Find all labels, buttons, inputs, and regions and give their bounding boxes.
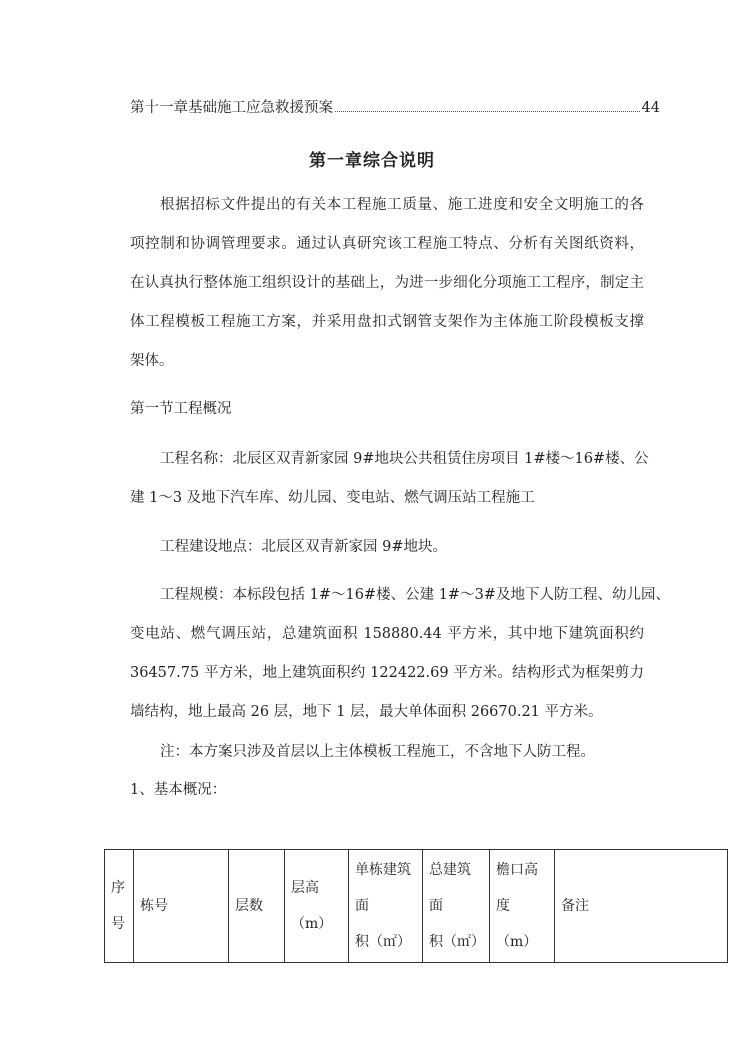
header-text: 栋号 <box>140 898 168 914</box>
header-text: 积（㎡） <box>429 934 485 950</box>
header-text: 层数 <box>235 898 263 914</box>
header-text: 檐口高度 <box>496 862 538 914</box>
header-text: （m） <box>496 934 538 950</box>
section-heading: 第一节工程概况 <box>130 401 232 417</box>
header-text: 积（㎡） <box>355 934 411 950</box>
toc-leader-dots <box>335 97 640 112</box>
header-text: 号 <box>111 916 125 932</box>
header-text: 单栋建筑面 <box>355 862 411 914</box>
header-text: 层高（m） <box>291 880 333 932</box>
intro-line: 在认真执行整体施工组织设计的基础上，为进一步细化分项施工工程序，制定主 <box>130 275 644 291</box>
header-cell <box>229 850 285 963</box>
table-header-row <box>105 850 728 963</box>
header-cell <box>285 850 349 963</box>
header-text: 总建筑面 <box>429 862 471 914</box>
intro-line: 根据招标文件提出的有关本工程施工质量、施工进度和安全文明施工的各 <box>160 197 644 213</box>
subheading: 1、基本概况： <box>130 782 227 798</box>
project-name-line: 工程名称：北辰区双青新家园 9#地块公共租赁住房项目 1#楼～16#楼、公 <box>160 451 649 467</box>
header-text: 备注 <box>561 898 589 914</box>
project-scale-line: 36457.75 平方米，地上建筑面积约 122422.69 平方米。结构形式为框架剪力 <box>130 665 644 681</box>
project-name-line: 建 1～3 及地下汽车库、幼儿园、变电站、燃气调压站工程施工 <box>130 490 535 506</box>
basic-info-table <box>104 849 728 963</box>
header-cell <box>105 850 134 963</box>
intro-line: 架体。 <box>130 353 174 369</box>
intro-line: 项控制和协调管理要求。通过认真研究该工程施工特点、分析有关图纸资料， <box>130 236 644 252</box>
chapter-title: 第一章综合说明 <box>309 151 435 171</box>
toc-page-number: 44 <box>641 100 660 116</box>
toc-entry-label: 第十一章基础施工应急救援预案 <box>130 100 333 116</box>
header-cell <box>349 850 423 963</box>
note: 注：本方案只涉及首层以上主体模板工程施工，不含地下人防工程。 <box>160 744 595 760</box>
project-location: 工程建设地点：北辰区双青新家园 9#地块。 <box>160 539 447 555</box>
project-scale-line: 变电站、燃气调压站，总建筑面积 158880.44 平方米，其中地下建筑面积约 <box>130 626 644 642</box>
header-cell <box>134 850 229 963</box>
toc-entry[interactable] <box>130 97 660 118</box>
header-cell <box>423 850 490 963</box>
header-cell <box>490 850 555 963</box>
project-scale-line: 墙结构，地上最高 26 层，地下 1 层，最大单体面积 26670.21 平方米。 <box>130 704 603 720</box>
header-cell <box>555 850 728 963</box>
header-text: 序 <box>111 880 125 896</box>
project-scale-line: 工程规模：本标段包括 1#～16#楼、公建 1#～3#及地下人防工程、幼儿园、 <box>160 587 670 603</box>
intro-line: 体工程模板工程施工方案，并采用盘扣式钢管支架作为主体施工阶段模板支撑 <box>130 314 644 330</box>
